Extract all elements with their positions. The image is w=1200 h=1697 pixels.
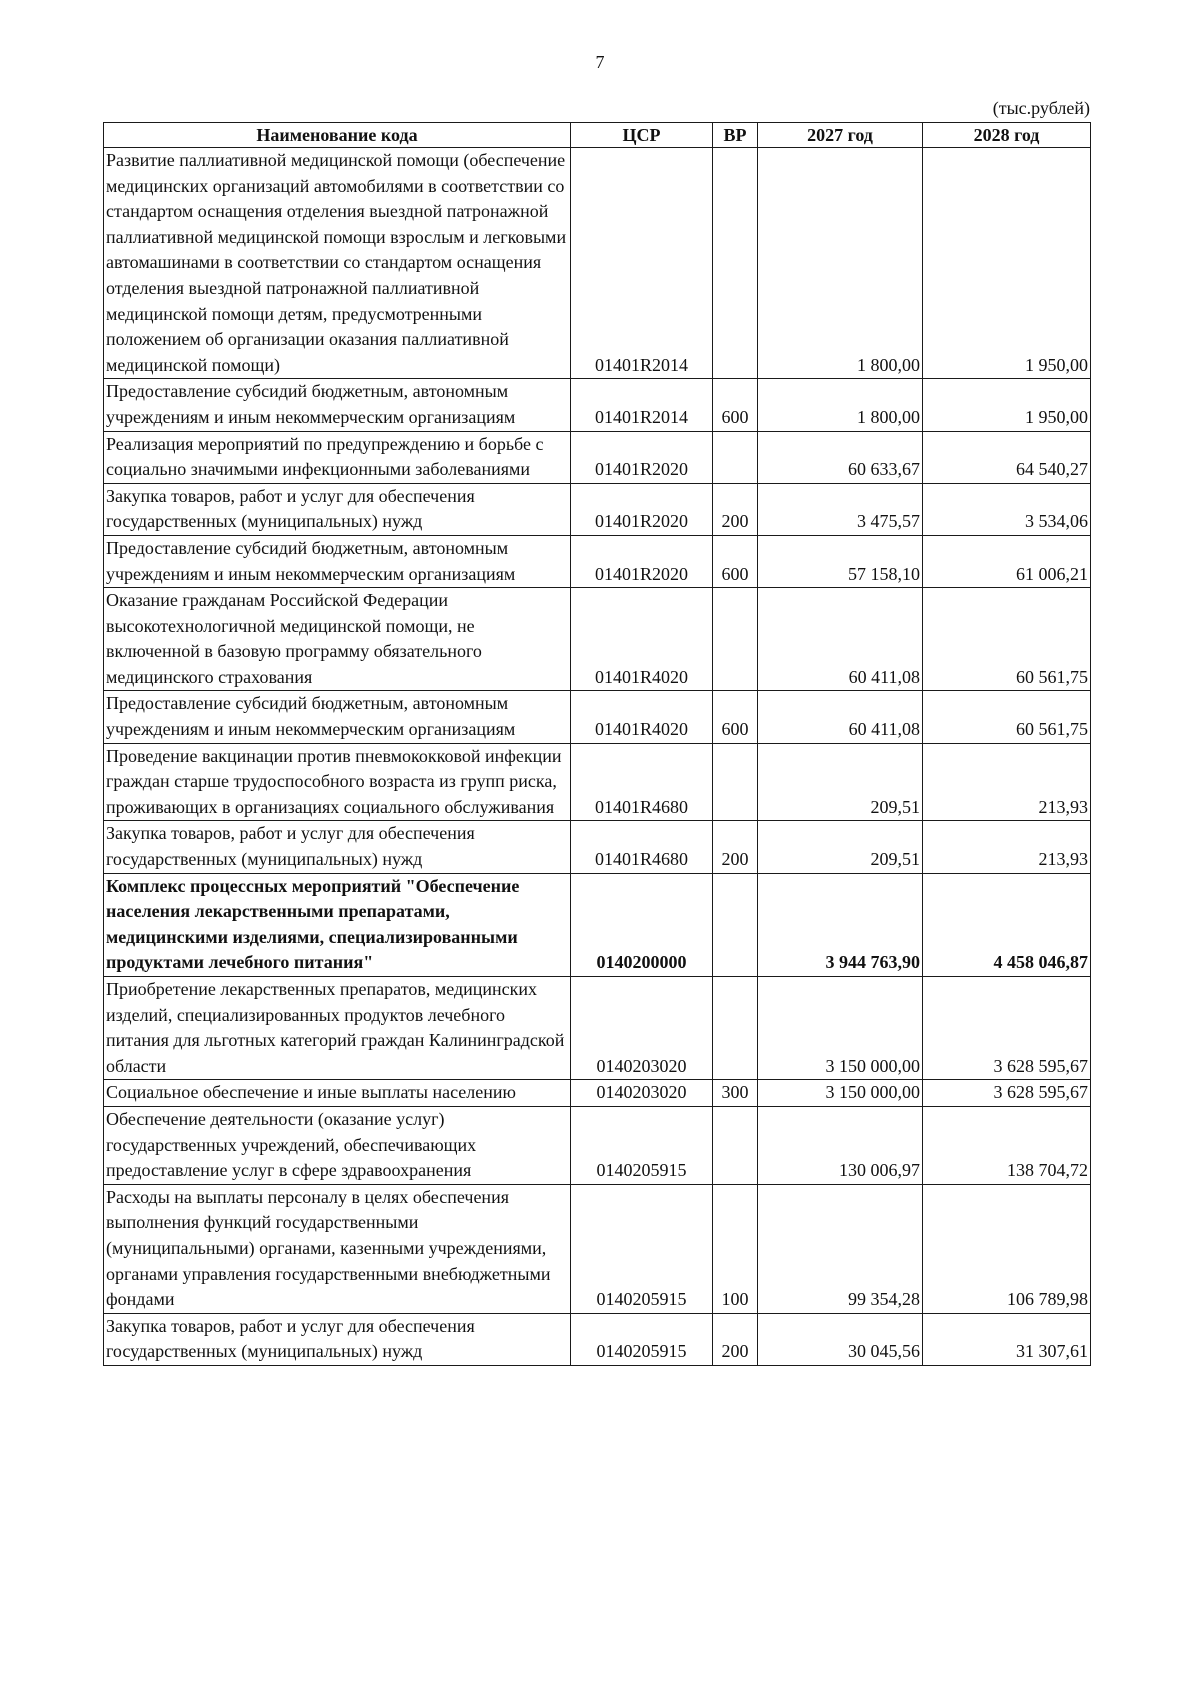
cell-2028: 60 561,75 (923, 588, 1091, 691)
cell-name: Закупка товаров, работ и услуг для обеспечения государственных (муниципальных) нужд (104, 483, 571, 535)
header-2028: 2028 год (923, 123, 1091, 148)
cell-2027: 30 045,56 (758, 1313, 923, 1365)
table-row (104, 588, 1091, 691)
cell-name: Социальное обеспечение и иные выплаты населению (104, 1080, 571, 1107)
cell-name: Комплекс процессных мероприятий "Обеспечение населения лекарственными препаратами, медицинскими изделиями, специализированными продуктами лечебного питания" (104, 873, 571, 976)
cell-name: Расходы на выплаты персоналу в целях обеспечения выполнения функций государственными (муниципальными) органами, казенными учреждениями, органами управления государственными внебюджетными фондами (104, 1184, 571, 1313)
cell-2027: 3 150 000,00 (758, 1080, 923, 1107)
cell-2027: 3 150 000,00 (758, 977, 923, 1080)
cell-2028: 1 950,00 (923, 148, 1091, 379)
cell-csr: 01401R2020 (571, 431, 713, 483)
cell-vr: 100 (713, 1184, 758, 1313)
cell-csr: 01401R2014 (571, 379, 713, 431)
cell-2028: 60 561,75 (923, 691, 1091, 743)
table-row (104, 483, 1091, 535)
cell-vr: 200 (713, 483, 758, 535)
cell-name: Проведение вакцинации против пневмококковой инфекции граждан старше трудоспособного возраста из групп риска, проживающих в организациях социального обслуживания (104, 743, 571, 821)
cell-csr: 0140200000 (571, 873, 713, 976)
table-header-row (104, 123, 1091, 148)
page-number: 7 (595, 52, 605, 72)
cell-csr: 01401R2014 (571, 148, 713, 379)
cell-name: Обеспечение деятельности (оказание услуг) государственных учреждений, обеспечивающих предоставление услуг в сфере здравоохранения (104, 1106, 571, 1184)
cell-vr: 200 (713, 1313, 758, 1365)
cell-csr: 01401R4680 (571, 743, 713, 821)
cell-vr (713, 743, 758, 821)
cell-name: Развитие паллиативной медицинской помощи (обеспечение медицинских организаций автомобилями в соответствии со стандартом оснащения отделения выездной патронажной паллиативной медицинской помощи взрослым и легковыми автомашинами в соответствии со стандартом оснащения отделения выездной патронажной паллиативной медицинской помощи детям, предусмотренными положением об организации оказания паллиативной медицинской помощи) (104, 148, 571, 379)
cell-2027: 209,51 (758, 821, 923, 873)
cell-2028: 3 628 595,67 (923, 1080, 1091, 1107)
units-label: (тыс.рублей) (992, 98, 1090, 118)
cell-2028: 61 006,21 (923, 535, 1091, 587)
cell-2028: 138 704,72 (923, 1106, 1091, 1184)
header-csr: ЦСР (571, 123, 713, 148)
table-row (104, 1080, 1091, 1107)
cell-2027: 60 633,67 (758, 431, 923, 483)
table-row (104, 431, 1091, 483)
cell-2028: 213,93 (923, 821, 1091, 873)
cell-csr: 01401R4680 (571, 821, 713, 873)
cell-2028: 3 534,06 (923, 483, 1091, 535)
cell-2027: 1 800,00 (758, 148, 923, 379)
cell-name: Предоставление субсидий бюджетным, автономным учреждениям и иным некоммерческим организациям (104, 535, 571, 587)
cell-vr (713, 588, 758, 691)
cell-vr: 300 (713, 1080, 758, 1107)
cell-2028: 4 458 046,87 (923, 873, 1091, 976)
cell-name: Закупка товаров, работ и услуг для обеспечения государственных (муниципальных) нужд (104, 821, 571, 873)
cell-2028: 213,93 (923, 743, 1091, 821)
table-row (104, 379, 1091, 431)
cell-name: Приобретение лекарственных препаратов, медицинских изделий, специализированных продуктов лечебного питания для льготных категорий граждан Калининградской области (104, 977, 571, 1080)
table-row (104, 821, 1091, 873)
cell-vr (713, 1106, 758, 1184)
table-row (104, 535, 1091, 587)
cell-csr: 01401R2020 (571, 535, 713, 587)
cell-2027: 57 158,10 (758, 535, 923, 587)
table-row (104, 691, 1091, 743)
cell-csr: 0140203020 (571, 977, 713, 1080)
cell-2027: 209,51 (758, 743, 923, 821)
cell-2028: 1 950,00 (923, 379, 1091, 431)
table-row (104, 148, 1091, 379)
cell-csr: 01401R4020 (571, 588, 713, 691)
table-row (104, 1106, 1091, 1184)
cell-name: Оказание гражданам Российской Федерации высокотехнологичной медицинской помощи, не включенной в базовую программу обязательного медицинского страхования (104, 588, 571, 691)
cell-2027: 60 411,08 (758, 691, 923, 743)
cell-csr: 01401R2020 (571, 483, 713, 535)
table-body (104, 148, 1091, 1366)
cell-vr: 600 (713, 691, 758, 743)
header-name: Наименование кода (104, 123, 571, 148)
cell-csr: 0140205915 (571, 1106, 713, 1184)
header-vr: ВР (713, 123, 758, 148)
cell-2027: 60 411,08 (758, 588, 923, 691)
cell-vr (713, 148, 758, 379)
table-row (104, 743, 1091, 821)
cell-2028: 64 540,27 (923, 431, 1091, 483)
cell-vr (713, 873, 758, 976)
cell-vr (713, 977, 758, 1080)
cell-2027: 1 800,00 (758, 379, 923, 431)
cell-csr: 01401R4020 (571, 691, 713, 743)
cell-csr: 0140205915 (571, 1313, 713, 1365)
cell-2027: 130 006,97 (758, 1106, 923, 1184)
table-row (104, 1313, 1091, 1365)
cell-2028: 106 789,98 (923, 1184, 1091, 1313)
table-row (104, 1184, 1091, 1313)
cell-csr: 0140203020 (571, 1080, 713, 1107)
budget-table (103, 122, 1091, 1366)
table-row (104, 977, 1091, 1080)
cell-vr (713, 431, 758, 483)
cell-vr: 200 (713, 821, 758, 873)
cell-2027: 3 944 763,90 (758, 873, 923, 976)
cell-name: Реализация мероприятий по предупреждению и борьбе с социально значимыми инфекционными заболеваниями (104, 431, 571, 483)
header-2027: 2027 год (758, 123, 923, 148)
cell-2028: 31 307,61 (923, 1313, 1091, 1365)
cell-name: Закупка товаров, работ и услуг для обеспечения государственных (муниципальных) нужд (104, 1313, 571, 1365)
cell-name: Предоставление субсидий бюджетным, автономным учреждениям и иным некоммерческим организациям (104, 379, 571, 431)
cell-csr: 0140205915 (571, 1184, 713, 1313)
table-row (104, 873, 1091, 976)
cell-vr: 600 (713, 535, 758, 587)
cell-2027: 3 475,57 (758, 483, 923, 535)
cell-vr: 600 (713, 379, 758, 431)
cell-name: Предоставление субсидий бюджетным, автономным учреждениям и иным некоммерческим организациям (104, 691, 571, 743)
cell-2027: 99 354,28 (758, 1184, 923, 1313)
cell-2028: 3 628 595,67 (923, 977, 1091, 1080)
